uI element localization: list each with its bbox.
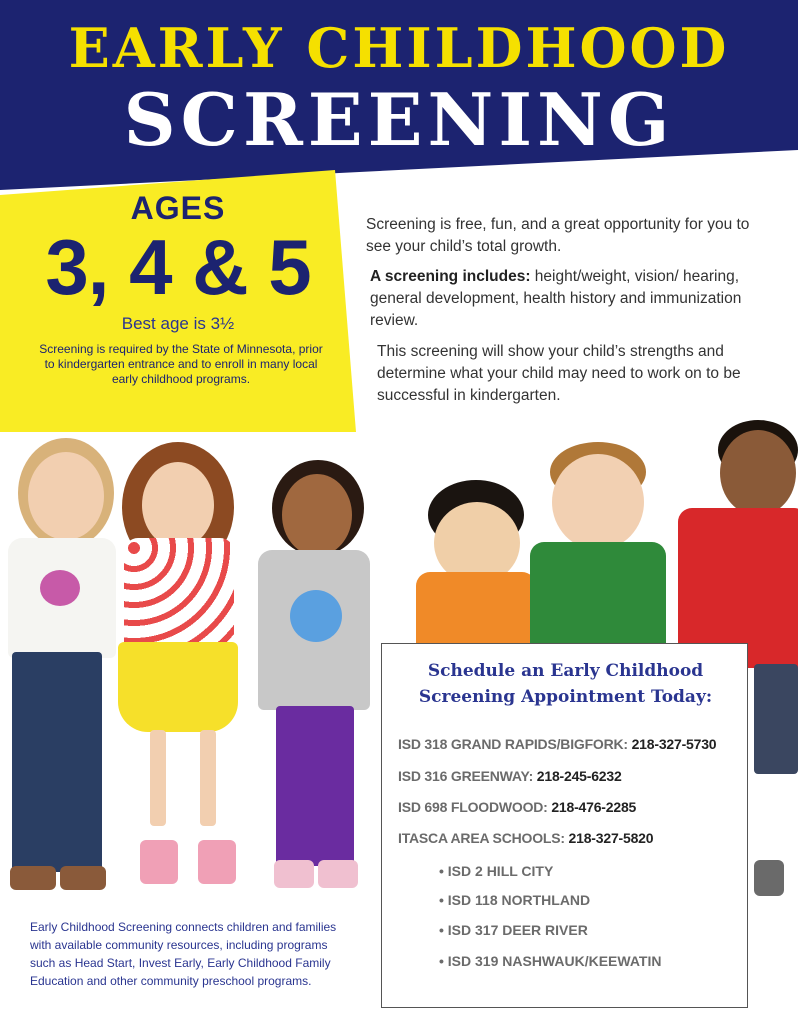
district-phone[interactable]: 218-327-5820 bbox=[568, 830, 654, 846]
schedule-box bbox=[381, 643, 748, 1008]
child-figure bbox=[112, 420, 242, 900]
child-figure bbox=[0, 420, 130, 900]
title-line-1: EARLY CHILDHOOD bbox=[68, 16, 730, 80]
includes-label: A screening includes: bbox=[370, 268, 531, 285]
intro-paragraph-1: Screening is free, fun, and a great opportunity for you to see your child’s total growth. bbox=[366, 216, 750, 255]
requirement-text: Screening is required by the State of Minnesota, prior to kindergarten entrance and to enroll in many local early childhood programs. bbox=[39, 342, 323, 386]
district-row bbox=[398, 768, 622, 784]
sub-district-item: • ISD 2 HILL CITY bbox=[439, 863, 554, 879]
district-name: ISD 318 GRAND RAPIDS/BIGFORK: bbox=[398, 736, 632, 752]
child-figure bbox=[528, 442, 668, 652]
district-row bbox=[398, 799, 636, 815]
child-figure bbox=[248, 460, 378, 900]
district-name: ISD 698 FLOODWOOD: bbox=[398, 799, 552, 815]
footer-text: Early Childhood Screening connects children and families with available community resources, including programs such as Head Start, Invest Early, Early Childhood Family Education and other community preschool programs. bbox=[30, 920, 337, 988]
schedule-title-line-1: Schedule an Early Childhood bbox=[427, 661, 704, 681]
district-row bbox=[398, 830, 653, 846]
ages-numbers: 3, 4 & 5 bbox=[45, 223, 311, 311]
sub-district-item: • ISD 319 NASHWAUK/KEEWATIN bbox=[439, 953, 662, 969]
sub-district-item: • ISD 118 NORTHLAND bbox=[439, 892, 591, 908]
district-phone[interactable]: 218-476-2285 bbox=[551, 799, 637, 815]
includes-text: height/weight, vision/ hearing, general development, health history and immunization review. bbox=[370, 268, 742, 329]
intro-paragraph-3: This screening will show your child’s strengths and determine what your child may need to work on to be successful in kindergarten. bbox=[377, 343, 741, 404]
schedule-title-line-2: Screening Appointment Today: bbox=[418, 687, 713, 707]
ages-label: AGES bbox=[130, 190, 226, 226]
best-age-text: Best age is 3½ bbox=[121, 314, 235, 333]
intro-paragraph-2 bbox=[370, 266, 750, 332]
child-figure bbox=[410, 480, 540, 660]
sub-district-item: • ISD 317 DEER RIVER bbox=[439, 922, 588, 938]
district-phone[interactable]: 218-245-6232 bbox=[536, 768, 622, 784]
district-name: ISD 316 GREENWAY: bbox=[398, 768, 537, 784]
schedule-title bbox=[382, 658, 749, 710]
district-row bbox=[398, 736, 716, 752]
title-line-2: SCREENING bbox=[123, 77, 675, 162]
district-name: ITASCA AREA SCHOOLS: bbox=[398, 830, 569, 846]
district-phone[interactable]: 218-327-5730 bbox=[631, 736, 717, 752]
